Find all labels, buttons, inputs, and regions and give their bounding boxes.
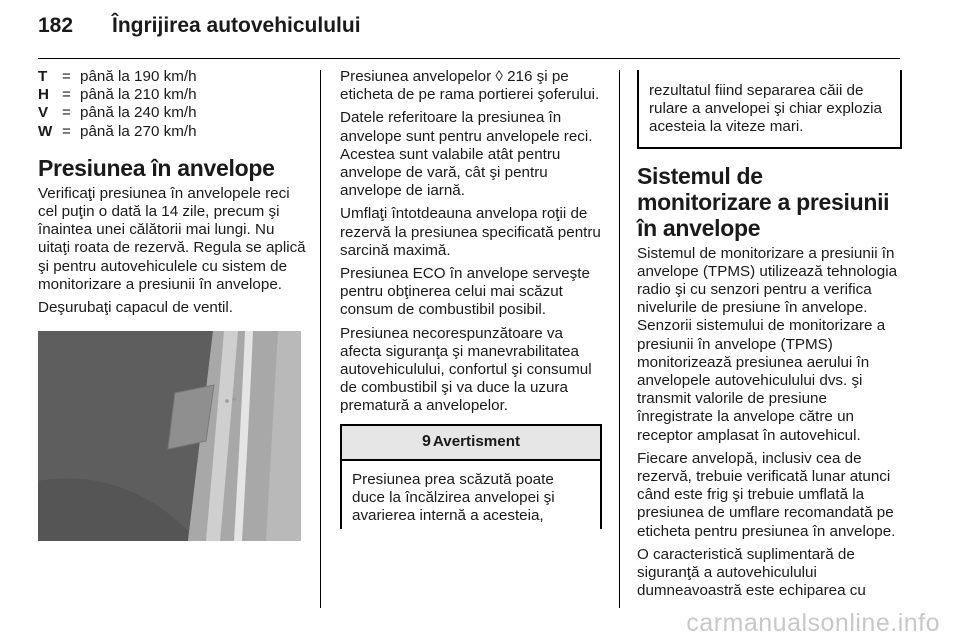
speed-code: H bbox=[38, 86, 49, 104]
speed-value: până la 240 km/h bbox=[80, 104, 197, 122]
warning-body: Presiunea prea scăzută poate duce la încălzirea anvelopei şi avarierea internă a acesteia, bbox=[352, 470, 555, 525]
speed-rating-row bbox=[38, 104, 197, 122]
speed-rating-row bbox=[38, 123, 197, 141]
paragraph: Datele referitoare la presiunea în anvelope sunt pentru anvelopele reci. Acestea sunt valabile atât pentru anvelope de vară, cât şi pentru anvelope de iarnă. bbox=[340, 109, 593, 200]
page-title: Îngrijirea autovehiculului bbox=[112, 14, 361, 37]
speed-sep: = bbox=[62, 104, 71, 122]
middle-column bbox=[340, 68, 602, 529]
speed-sep: = bbox=[62, 68, 71, 85]
warning-header bbox=[342, 424, 600, 461]
paragraph: Umflaţi întotdeauna anvelopa roţii de rezervă la presiunea specificată pentru sarcină maximă. bbox=[340, 205, 601, 259]
speed-code: T bbox=[38, 68, 48, 85]
column-divider bbox=[619, 70, 620, 608]
section-heading: Sistemul de monitorizare a presiunii în anvelope bbox=[637, 162, 890, 241]
door-frame-photo bbox=[38, 331, 301, 541]
speed-value: până la 210 km/h bbox=[80, 86, 197, 104]
speed-value: până la 190 km/h bbox=[80, 68, 197, 85]
paragraph: Deşurubaţi capacul de ventil. bbox=[38, 299, 234, 317]
warning-title: Avertisment bbox=[432, 433, 521, 451]
speed-rating-row bbox=[38, 68, 197, 86]
speed-rating-table bbox=[38, 68, 197, 141]
paragraph: Fiecare anvelopă, inclusiv cea de rezervă, trebuie verificată lunar atunci când este frig şi trebuie umflată la presiunea de umflare recomandată pe eticheta pentru presiunea în anvelope. bbox=[637, 449, 896, 540]
right-column bbox=[637, 70, 902, 605]
speed-code: W bbox=[38, 122, 53, 140]
section-heading: Presiunea în anvelope bbox=[38, 154, 275, 181]
paragraph: Presiunea anvelopelor ◊ 216 şi pe eticheta de pe rama portierei şoferului. bbox=[340, 68, 600, 104]
speed-sep: = bbox=[62, 86, 71, 104]
paragraph: Presiunea necorespunzătoare va afecta siguranţa şi manevrabilitatea autovehiculului, confortul şi consumul de combustibil şi va duce la uzura prematură a anvelopelor. bbox=[340, 324, 592, 415]
page-number: 182 bbox=[38, 14, 74, 37]
warning-icon: 9 bbox=[421, 433, 431, 451]
speed-sep: = bbox=[62, 122, 71, 140]
watermark: carmanualsonline.info bbox=[686, 609, 940, 637]
paragraph: Verificaţi presiunea în anvelopele reci cel puţin o dată la 14 zile, precum şi înaintea unei călătorii mai lungi. Nu uitaţi roata de rezervă. Regula se aplică şi pentru autovehiculele cu sistem de monitorizare a presiunii în anvelope. bbox=[38, 184, 306, 293]
warning-box bbox=[340, 424, 602, 530]
header-divider bbox=[38, 58, 900, 59]
speed-code: V bbox=[38, 104, 49, 122]
paragraph: Presiunea ECO în anvelope serveşte pentru obţinerea celui mai scăzut consum de combustibil posibil. bbox=[340, 265, 590, 319]
column-divider bbox=[320, 70, 321, 608]
warning-continued-box: rezultatul fiind separarea căii de rulare a anvelopei şi chiar explozia acesteia la viteze mari. bbox=[637, 70, 902, 149]
left-column bbox=[38, 68, 306, 541]
paragraph: O caracteristică suplimentară de siguranţă a autovehiculului dumneavoastră este echiparea cu bbox=[637, 545, 866, 600]
speed-value: până la 270 km/h bbox=[80, 122, 197, 140]
door-frame-illustration bbox=[38, 331, 301, 541]
paragraph: Sistemul de monitorizare a presiunii în anvelope (TPMS) utilizează tehnologia radio şi cu senzori pentru a verifica nivelurile de presiune în anvelope. Senzorii sistemului de monitorizare a presiunii în anvelope (TPMS) monitorizează presiunea aerului în anvelopele autovehiculului dvs. şi transmit valorile de presiune înregistrate la anvelope către un receptor amplasat în autovehicul. bbox=[637, 244, 898, 444]
speed-rating-row bbox=[38, 86, 197, 104]
